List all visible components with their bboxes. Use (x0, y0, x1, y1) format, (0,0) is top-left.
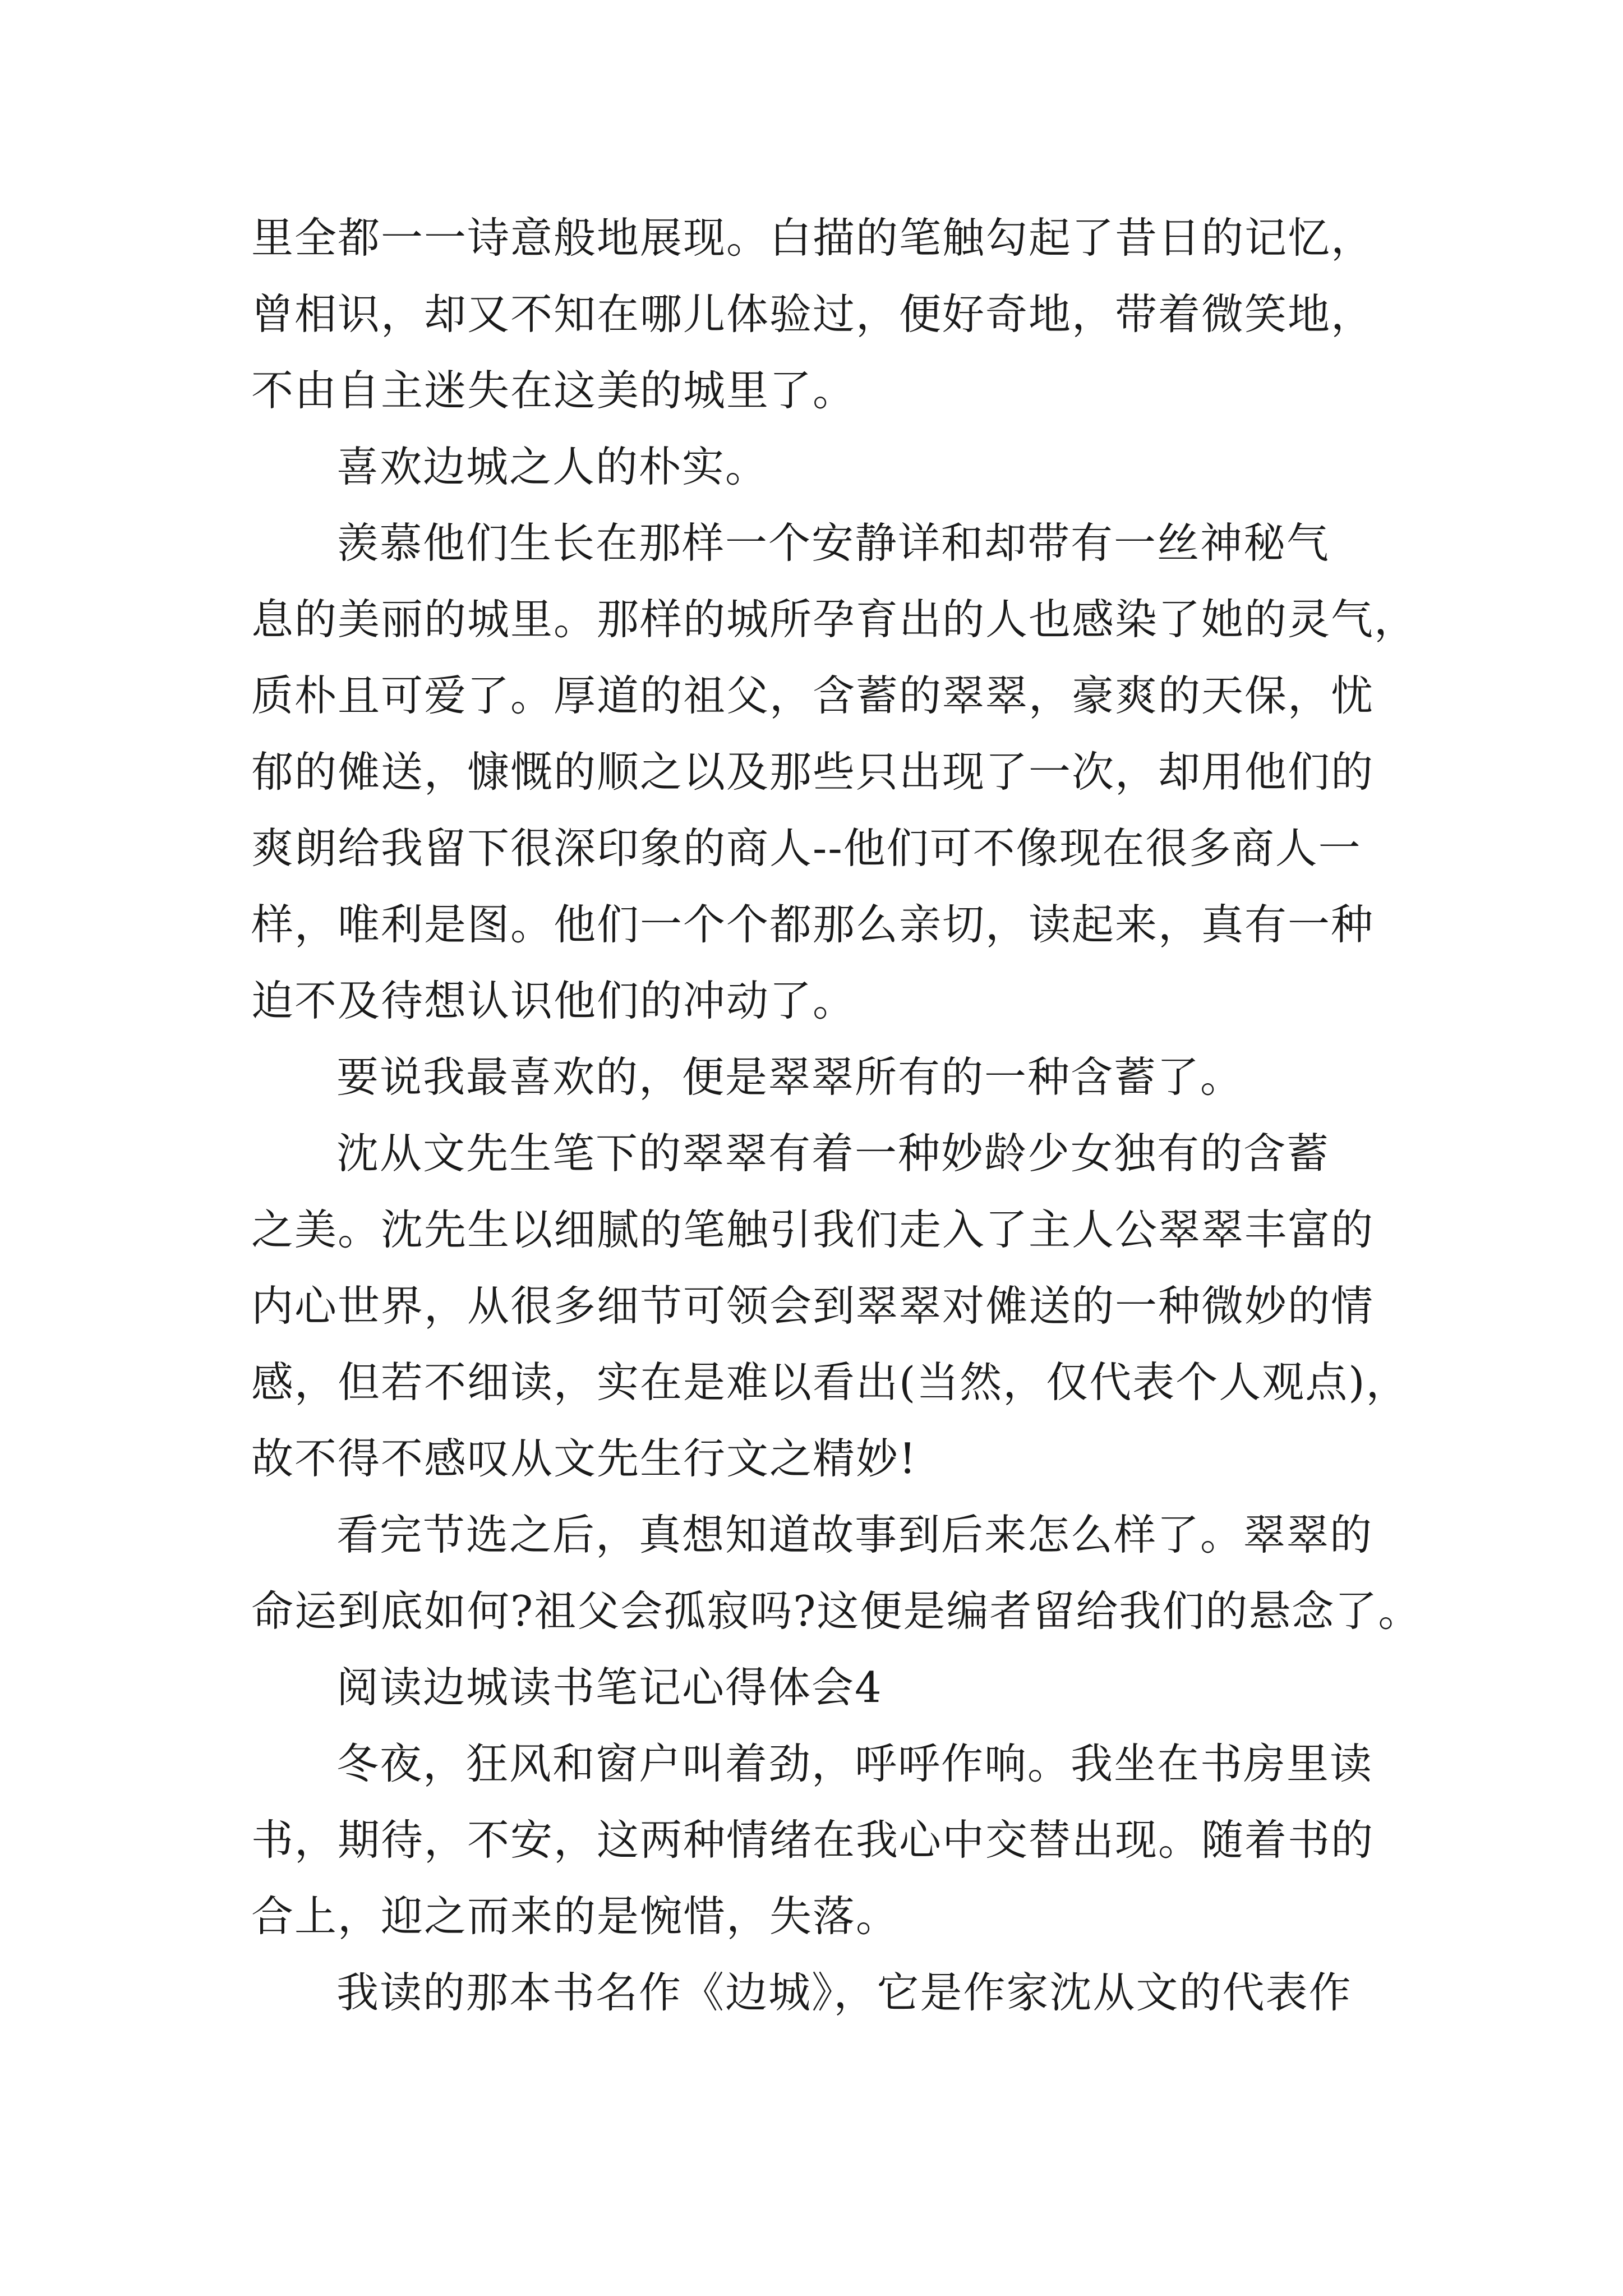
text-line: 质朴且可爱了。厚道的祖父，含蓄的翠翠，豪爽的天保，忧 (251, 671, 1375, 720)
text-line: 冬夜，狂风和窗户叫着劲，呼呼作响。我坐在书房里读 (336, 1739, 1373, 1788)
text-line: 之美。沈先生以细腻的笔触引我们走入了主人公翠翠丰富的 (251, 1205, 1375, 1254)
text-line: 喜欢边城之人的朴实。 (336, 442, 769, 491)
text-line: 看完节选之后，真想知道故事到后来怎么样了。翠翠的 (336, 1510, 1373, 1559)
text-line: 样，唯利是图。他们一个个都那么亲切，读起来，真有一种 (251, 900, 1375, 949)
section-heading: 阅读边城读书笔记心得体会4 (336, 1663, 883, 1712)
text-line: 迫不及待想认识他们的冲动了。 (251, 976, 856, 1025)
text-line: 感，但若不细读，实在是难以看出(当然，仅代表个人观点)， (251, 1358, 1409, 1407)
text-line: 命运到底如何?祖父会孤寂吗?这便是编者留给我们的悬念了。 (251, 1586, 1422, 1636)
text-line: 曾相识，却又不知在哪儿体验过，便好奇地，带着微笑地， (251, 289, 1375, 339)
text-line: 我读的那本书名作《边城》，它是作家沈从文的代表作 (336, 1968, 1352, 2017)
text-line: 故不得不感叹从文先生行文之精妙! (251, 1434, 917, 1483)
text-line: 里全都一一诗意般地展现。白描的笔触勾起了昔日的记忆， (251, 213, 1375, 263)
text-line: 息的美丽的城里。那样的城所孕育出的人也感染了她的灵气， (251, 595, 1418, 644)
text-line: 书，期待，不安，这两种情绪在我心中交替出现。随着书的 (251, 1815, 1375, 1865)
text-line: 郁的傩送，慷慨的顺之以及那些只出现了一次，却用他们的 (251, 747, 1375, 797)
text-line: 沈从文先生笔下的翠翠有着一种妙龄少女独有的含蓄 (336, 1129, 1330, 1178)
text-line: 爽朗给我留下很深印象的商人--他们可不像现在很多商人一 (251, 823, 1362, 873)
text-line: 羡慕他们生长在那样一个安静详和却带有一丝神秘气 (336, 518, 1330, 568)
text-line: 内心世界，从很多细节可领会到翠翠对傩送的一种微妙的情 (251, 1281, 1375, 1331)
text-line: 不由自主迷失在这美的城里了。 (251, 366, 856, 415)
text-line: 合上，迎之而来的是惋惜，失落。 (251, 1892, 900, 1941)
text-line: 要说我最喜欢的，便是翠翠所有的一种含蓄了。 (336, 1052, 1244, 1102)
